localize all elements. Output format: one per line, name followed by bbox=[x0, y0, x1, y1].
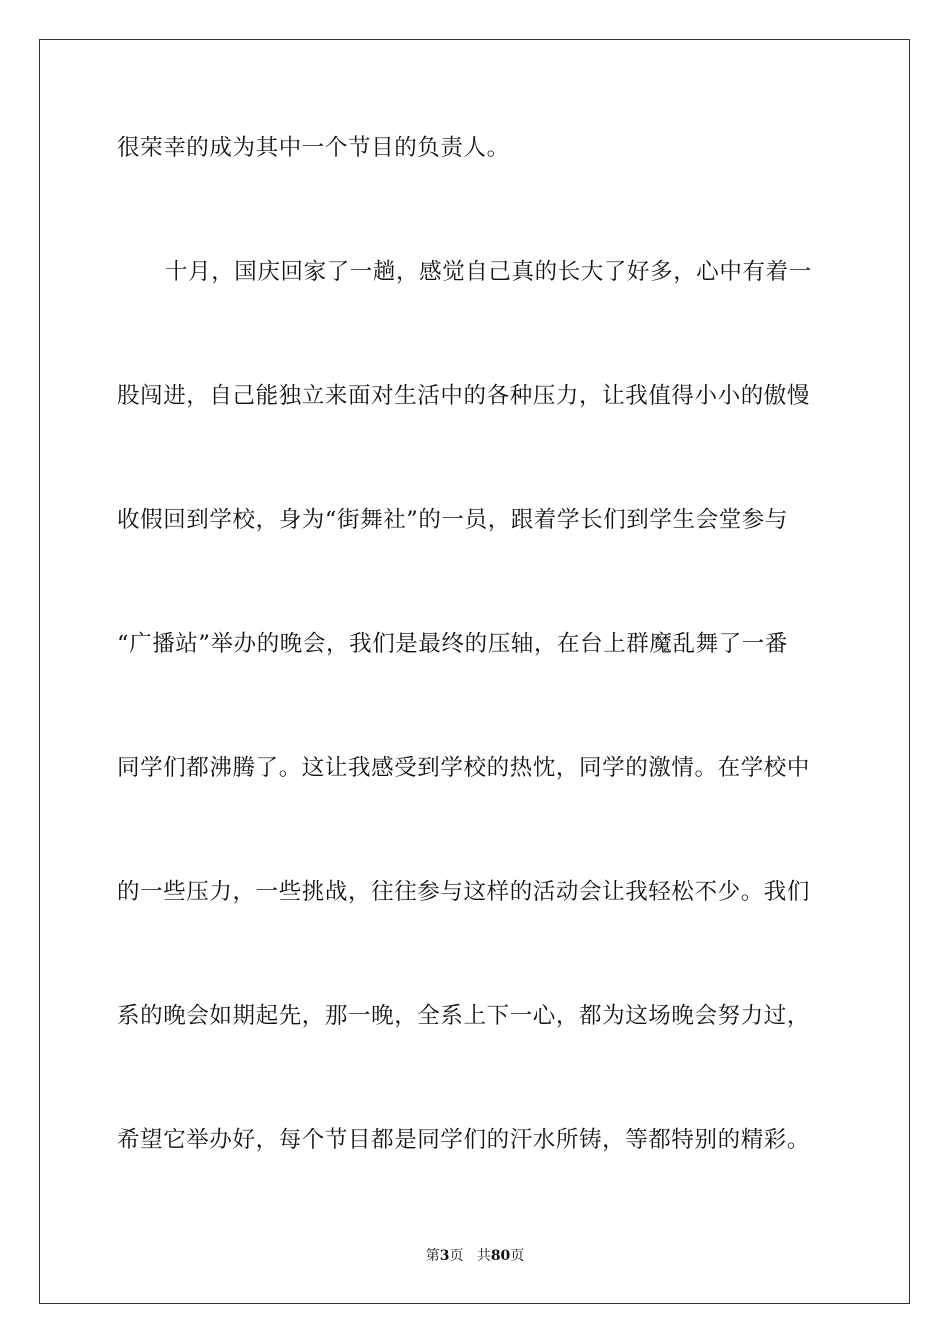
body-text-line-5: “广播站”举办的晚会，我们是最终的压轴，在台上群魔乱舞了一番 bbox=[117, 631, 789, 657]
page-footer bbox=[0, 1247, 950, 1265]
body-text-line-4: 收假回到学校，身为“街舞社”的一员，跟着学长们到学生会堂参与 bbox=[117, 507, 789, 533]
page-border bbox=[39, 39, 910, 1304]
body-text-line-3: 股闯进，自己能独立来面对生活中的各种压力，让我值得小小的傲慢 bbox=[117, 383, 811, 409]
body-text-line-1: 很荣幸的成为其中一个节目的负责人。 bbox=[117, 135, 510, 161]
body-text-line-7: 的一些压力，一些挑战，往往参与这样的活动会让我轻松不少。我们 bbox=[117, 879, 811, 905]
footer-total-pages: 80 bbox=[490, 1248, 511, 1264]
body-text-line-6: 同学们都沸腾了。这让我感受到学校的热忱，同学的激情。在学校中 bbox=[117, 755, 811, 781]
body-text-line-2: 十月，国庆回家了一趟，感觉自己真的长大了好多，心中有着一 bbox=[165, 259, 812, 285]
body-text-line-8: 系的晚会如期起先，那一晚，全系上下一心，都为这场晚会努力过， bbox=[117, 1003, 811, 1029]
footer-page-number: 3 bbox=[439, 1248, 450, 1264]
footer-total-suffix: 页 bbox=[510, 1248, 525, 1264]
footer-page-prefix: 第 bbox=[425, 1248, 440, 1264]
body-text-line-9: 希望它举办好，每个节目都是同学们的汗水所铸，等都特别的精彩。 bbox=[117, 1127, 811, 1153]
footer-total-prefix: 共 bbox=[476, 1248, 491, 1264]
footer-page-suffix: 页 bbox=[449, 1248, 464, 1264]
